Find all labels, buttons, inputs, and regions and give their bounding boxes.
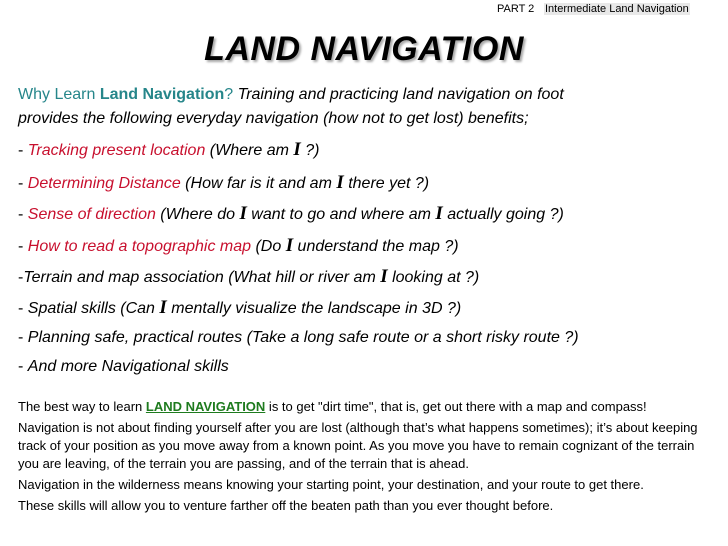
why-q: ? [224, 86, 234, 103]
benefit-question-end: (Take a long safe route or a short risky route ?) [242, 329, 579, 346]
p1-post: is to get "dirt time", that is, get out there with a map and compass! [265, 399, 647, 414]
benefit-question-end: understand the map ?) [293, 238, 459, 255]
i-glyph: I [239, 203, 247, 224]
page-title: LAND NAVIGATION [204, 30, 524, 68]
benefit-label: Determining Distance [27, 175, 181, 192]
benefit-question-end: actually going ?) [442, 206, 564, 223]
dash: - [18, 329, 28, 346]
benefit-label: Planning safe, practical routes [27, 329, 243, 346]
i-glyph: I [380, 266, 388, 287]
i-glyph: I [435, 203, 443, 224]
benefit-item [18, 203, 564, 225]
benefit-item [18, 329, 579, 347]
paragraph-skills: These skills will allow you to venture farther off the beaten path than you ever thought before. [18, 498, 554, 513]
i-glyph: I [159, 297, 167, 318]
benefit-question-end: looking at ?) [387, 269, 480, 286]
benefit-item [18, 172, 429, 194]
section-tag: Intermediate Land Navigation [545, 3, 689, 15]
dash: - [18, 175, 28, 192]
benefit-label: Terrain and map association [23, 269, 224, 286]
benefit-item [18, 266, 479, 288]
benefit-question-end: mentally visualize the landscape in 3D ?) [166, 300, 462, 317]
paragraph-navigation: Navigation is not about finding yourself after you are lost (although that’s what happens sometimes); it’s about keeping track of your position as you move away from a known point. As you move you have to remain cognizant of the terrain you are leaving, of the terrain you are passing, and of the terrain that is ahead. [18, 420, 698, 471]
benefit-question: (Where do [155, 206, 240, 223]
benefit-item [18, 358, 229, 376]
i-glyph: I [336, 172, 344, 193]
i-glyph: I [285, 235, 294, 256]
benefit-label: And more Navigational skills [27, 358, 229, 375]
part-label: PART 2 [497, 3, 535, 15]
intro-line-1 [18, 86, 564, 104]
benefit-item [18, 235, 459, 257]
benefit-label: Sense of direction [27, 206, 156, 223]
benefit-item [18, 297, 461, 319]
dash: - [18, 358, 28, 375]
benefit-question-mid: want to go and where am [246, 206, 436, 223]
benefit-label: Spatial skills (Can [27, 300, 160, 317]
benefit-question: (How far is it and am [180, 175, 337, 192]
dash: - [18, 269, 24, 286]
dash: - [18, 238, 28, 255]
why-text: Why Learn [18, 86, 100, 103]
intro-rest-1: Training and practicing land navigation on foot [233, 86, 564, 103]
i-glyph: I [293, 139, 301, 160]
paragraph-dirt-time [18, 398, 718, 416]
land-navigation-link[interactable]: LAND NAVIGATION [145, 399, 266, 414]
benefit-question-end: there yet ?) [343, 175, 430, 192]
benefit-question: (What hill or river am [223, 269, 381, 286]
benefit-question-end: ?) [300, 142, 320, 159]
why-bold: Land Navigation [99, 86, 225, 103]
benefit-question: (Do [251, 238, 286, 255]
paragraph-wilderness: Navigation in the wilderness means knowing your starting point, your destination, and your route to get there. [18, 477, 644, 492]
p1-pre: The best way to learn [18, 399, 146, 414]
intro-line-2: provides the following everyday navigation (how not to get lost) benefits; [18, 110, 529, 127]
dash: - [18, 206, 28, 223]
benefit-item [18, 139, 319, 161]
dash: - [18, 142, 28, 159]
benefit-label: How to read a topographic map [27, 238, 252, 255]
benefit-label: Tracking present location [27, 142, 206, 159]
benefit-question: (Where am [205, 142, 294, 159]
dash: - [18, 300, 28, 317]
